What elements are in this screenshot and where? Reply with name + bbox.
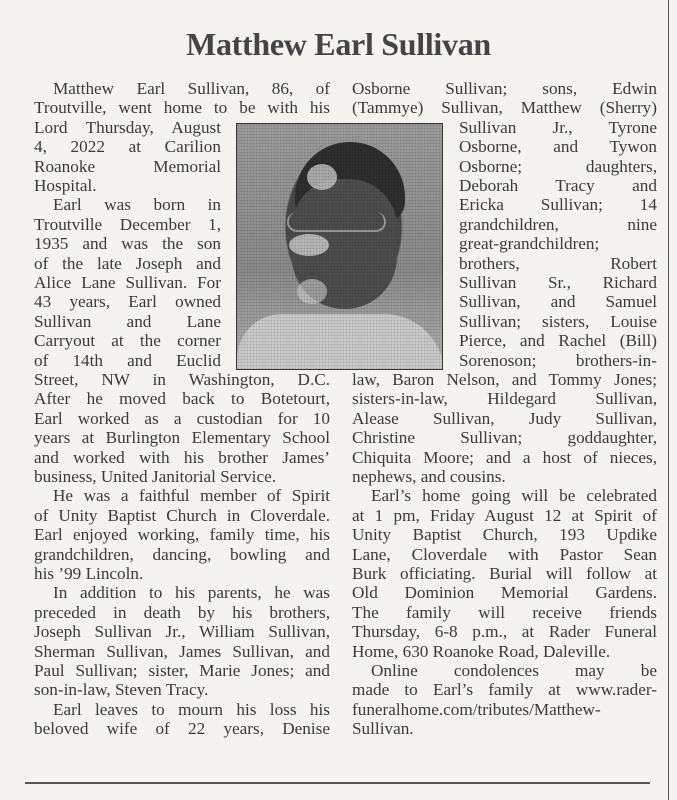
right-text-line: Lane, Cloverdale with Pastor Sean bbox=[352, 544, 657, 564]
left-text-line: his ’99 Lincoln. bbox=[34, 564, 144, 583]
right-text-line: grandchildren, nine bbox=[459, 214, 657, 234]
left-text-line: beloved wife of 22 years, Denise bbox=[34, 719, 330, 739]
left-text-line: In addition to his parents, he was bbox=[53, 583, 330, 603]
left-text-line: grandchildren, dancing, bowling and bbox=[34, 544, 330, 564]
left-text-line: 43 years, Earl owned bbox=[34, 292, 221, 312]
right-text-line: at 1 pm, Friday August 12 at Spirit of bbox=[352, 505, 657, 525]
right-text-line: Old Dominion Memorial Gardens. bbox=[352, 583, 657, 603]
left-text-line: years at Burlington Elementary School bbox=[34, 428, 330, 448]
left-text-line: 1935 and was the son bbox=[34, 234, 221, 254]
right-text-line: Osborne, and Tywon bbox=[459, 137, 657, 157]
left-text-line: of Unity Baptist Church in Cloverdale. bbox=[34, 505, 330, 525]
right-text-line: Ericka Sullivan; 14 bbox=[459, 195, 657, 215]
right-text-line: Osborne; daughters, bbox=[459, 156, 657, 176]
right-text-line: nephews, and cousins. bbox=[352, 467, 506, 486]
left-text-line: Sullivan and Lane bbox=[34, 311, 221, 331]
left-text-line: Alice Lane Sullivan. For bbox=[34, 273, 221, 292]
left-text-line: Troutville December 1, bbox=[34, 214, 221, 234]
right-text-line: The family will receive friends bbox=[352, 602, 657, 622]
right-text-line: Thursday, 6-8 p.m., at Rader Funeral bbox=[352, 622, 657, 642]
right-text-line: Sullivan Jr., Tyrone bbox=[459, 117, 657, 137]
obituary-title: Matthew Earl Sullivan bbox=[186, 26, 491, 62]
right-text-line: Burk officiating. Burial will follow at bbox=[352, 564, 657, 583]
right-text-line: Sorenoson; brothers-in- bbox=[459, 350, 657, 370]
left-text-line: Carryout at the corner bbox=[34, 331, 221, 351]
right-text-line: Chiquita Moore; and a host of nieces, bbox=[352, 447, 657, 467]
left-text-line: Paul Sullivan; sister, Marie Jones; and bbox=[34, 661, 330, 680]
left-text-line: Hospital. bbox=[34, 176, 97, 195]
left-text-line: of the late Joseph and bbox=[34, 253, 221, 273]
left-text-line: Earl leaves to mourn his loss his bbox=[53, 699, 330, 719]
right-text-line: sisters-in-law, Hildegard Sullivan, bbox=[352, 389, 657, 409]
right-text-line: Alease Sullivan, Judy Sullivan, bbox=[352, 408, 657, 428]
right-text-line: (Tammye) Sullivan, Matthew (Sherry) bbox=[352, 98, 657, 118]
right-text-line: great-grandchildren; bbox=[459, 234, 600, 254]
column-border-right bbox=[668, 0, 669, 800]
left-text-line: Lord Thursday, August bbox=[34, 117, 221, 137]
right-text-line: Earl’s home going will be celebrated bbox=[371, 486, 657, 506]
right-text-line: funeralhome.com/tributes/Matthew- bbox=[352, 699, 601, 719]
left-text-line: He was a faithful member of Spirit bbox=[53, 486, 330, 506]
left-text-line: Troutville, went home to be with his bbox=[34, 98, 330, 118]
left-text-line: business, United Janitorial Service. bbox=[34, 467, 277, 486]
left-text-line: son-in-law, Steven Tracy. bbox=[34, 680, 209, 700]
left-text-line: Street, NW in Washington, D.C. bbox=[34, 370, 330, 389]
left-text-line: and worked with his brother James’ bbox=[34, 447, 330, 467]
right-text-line: Online condolences may be bbox=[371, 661, 657, 680]
halftone-pattern bbox=[237, 124, 442, 369]
left-text-line: of 14th and Euclid bbox=[34, 350, 221, 370]
left-text-line: Matthew Earl Sullivan, 86, of bbox=[53, 79, 330, 98]
right-text-line: Deborah Tracy and bbox=[459, 176, 657, 195]
right-text-line: made to Earl’s family at www.rader- bbox=[352, 680, 657, 700]
portrait-photo bbox=[236, 123, 443, 370]
right-text-line: Sullivan. bbox=[352, 719, 414, 739]
left-text-line: Earl worked as a custodian for 10 bbox=[34, 408, 330, 428]
right-text-line: Sullivan, and Samuel bbox=[459, 292, 657, 312]
right-text-line: brothers, Robert bbox=[459, 253, 657, 273]
left-text-line: 4, 2022 at Carilion bbox=[34, 137, 221, 157]
right-text-line: Pierce, and Rachel (Bill) bbox=[459, 331, 657, 351]
left-text-line: After he moved back to Botetourt, bbox=[34, 389, 330, 409]
left-text-line: preceded in death by his brothers, bbox=[34, 602, 330, 622]
right-text-line: Sullivan; sisters, Louise bbox=[459, 311, 657, 331]
left-text-line: Sherman Sullivan, James Sullivan, and bbox=[34, 641, 330, 661]
left-text-line: Joseph Sullivan Jr., William Sullivan, bbox=[34, 622, 330, 642]
right-text-line: law, Baron Nelson, and Tommy Jones; bbox=[352, 370, 657, 389]
bottom-rule bbox=[25, 782, 650, 784]
right-text-line: Unity Baptist Church, 193 Updike bbox=[352, 525, 657, 545]
left-text-line: Earl was born in bbox=[53, 195, 221, 215]
right-text-line: Sullivan Sr., Richard bbox=[459, 273, 657, 292]
right-text-line: Christine Sullivan; goddaughter, bbox=[352, 428, 657, 448]
left-text-line: Earl enjoyed working, family time, his bbox=[34, 525, 330, 545]
right-text-line: Home, 630 Roanoke Road, Daleville. bbox=[352, 641, 611, 661]
right-text-line: Osborne Sullivan; sons, Edwin bbox=[352, 79, 657, 98]
left-text-line: Roanoke Memorial bbox=[34, 156, 221, 176]
